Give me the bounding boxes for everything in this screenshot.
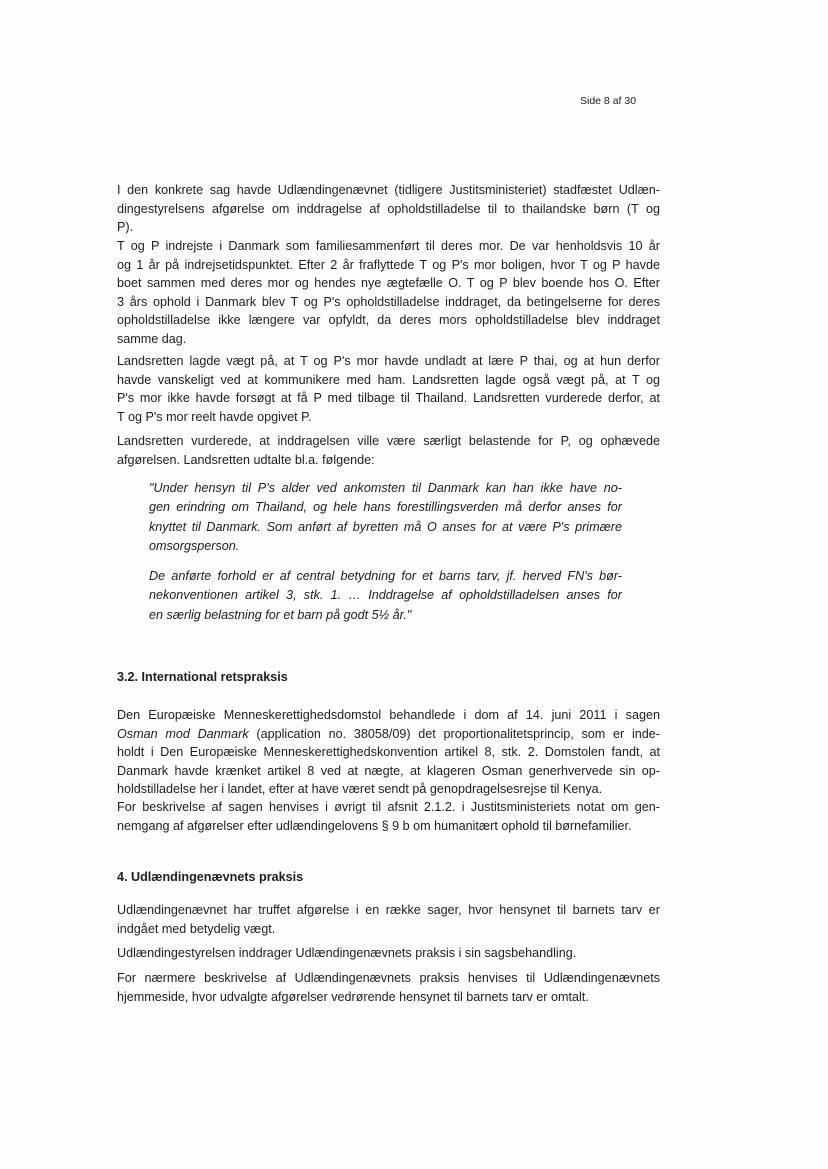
paragraph [117,798,660,835]
text-line: Landsretten lagde vægt på, at T og P's mor havde undladt at lære P thai, og at hun derfor [117,354,660,368]
paragraph [117,181,660,237]
case-name: Osman mod Danmark [117,726,249,741]
text-line: en særlig belastning for et barn på godt 5½ år." [149,607,412,622]
text-line: holdstilladelse her i landet, efter at have været sendt på genopdragelsesrejse til Kenya. [117,782,603,797]
text-fragment: (application no. 38058/09) det proportionalitetsprincip, som er inde- [248,726,660,741]
text-line: nemgang af afgørelser efter udlændingelovens § 9 b om humanitært ophold til børnefamilier. [117,818,632,833]
paragraph [117,944,660,963]
text-line: indgået med betydelig vægt. [117,921,276,936]
paragraph [117,432,660,469]
paragraph [117,237,660,349]
text-line: For nærmere beskrivelse af Udlændingenævnets praksis henvises til Udlændingenævnets [117,971,660,985]
paragraph [117,706,660,799]
text-line: og 1 år på indrejsetidspunktet. Efter 2 år fraflyttede T og P's mor boligen, hvor T og P havde [117,257,660,272]
text-line: De anførte forhold er af central betydning for et barns tarv, jf. herved FN's bør- [149,569,622,583]
text-line: nekonventionen artikel 3, stk. 1. … Inddragelse af opholdstilladelsen anses for [149,588,622,603]
text-line: "Under hensyn til P's alder ved ankomsten til Danmark kan han ikke have no- [149,481,622,495]
text-line: Danmark havde krænket artikel 8 ved at nægte, at klageren Osman generhvervede sin op- [117,763,660,778]
text-line: I den konkrete sag havde Udlændingenævnet (tidligere Justitsministeriet) stadfæstet Udlæn- [117,183,660,197]
page-number: Side 8 af 30 [580,95,637,107]
text-line: T og P's mor reelt havde opgivet P. [117,409,312,424]
text-line: Landsretten vurderede, at inddragelsen ville være særligt belastende for P, og ophævede [117,434,660,448]
block-quote [149,567,622,625]
section-heading: 4. Udlændingenævnets praksis [117,870,304,884]
block-quote [149,479,622,557]
paragraph [117,352,660,426]
text-line: holdt i Den Europæiske Menneskerettighedskonvention artikel 8, stk. 2. Domstolen fandt, at [117,745,660,760]
text-line: For beskrivelse af sagen henvises i øvrigt til afsnit 2.1.2. i Justitsministeriets notat om gen- [117,800,660,814]
text-line: Udlændingestyrelsen inddrager Udlændingenævnets praksis i sin sagsbehandling. [117,946,577,960]
text-line: 3 års ophold i Danmark blev T og P's opholdstilladelse inddraget, da betingelserne for deres [117,294,660,309]
text-line: boet sammen med deres mor og hendes nye ægtefælle O. T og P blev boende hos O. Efter [117,276,660,291]
text-line: havde vanskeligt ved at kommunikere med ham. Landsretten lagde også vægt på, at T og [117,372,660,387]
paragraph [117,901,660,938]
section-heading: 3.2. International retspraksis [117,670,288,684]
text-line: Udlændingenævnet har truffet afgørelse i en række sager, hvor hensynet til barnets tarv er [117,903,660,917]
text-line: knyttet til Danmark. Som anført af byretten må O anses for at være P's primære [149,519,622,534]
text-line: opholdstilladelse ikke længere var opfyldt, da deres mors opholdstilladelse blev inddraget [117,313,660,328]
text-line: T og P indrejste i Danmark som familiesammenført til deres mor. De var henholdsvis 10 år [117,239,660,253]
text-line: P). [117,220,134,235]
text-line: gen erindring om Thailand, og hele hans forestillingsverden må derfor anses for [149,500,622,515]
text-line: hjemmeside, hvor udvalgte afgørelser vedrørende hensynet til barnets tarv er omtalt. [117,989,589,1004]
text-line: afgørelsen. Landsretten udtalte bl.a. følgende: [117,452,375,467]
text-line: P's mor ikke havde forsøgt at få P med tilbage til Thailand. Landsretten vurderede derfor, at [117,391,660,406]
text-line: Den Europæiske Menneskerettighedsdomstol behandlede i dom af 14. juni 2011 i sagen [117,708,660,722]
text-line: samme dag. [117,331,187,346]
text-line [117,725,660,744]
paragraph [117,969,660,1006]
text-line: dingestyrelsens afgørelse om inddragelse af opholdstilladelse til to thailandske børn (T og [117,201,660,216]
text-line: omsorgsperson. [149,539,240,554]
